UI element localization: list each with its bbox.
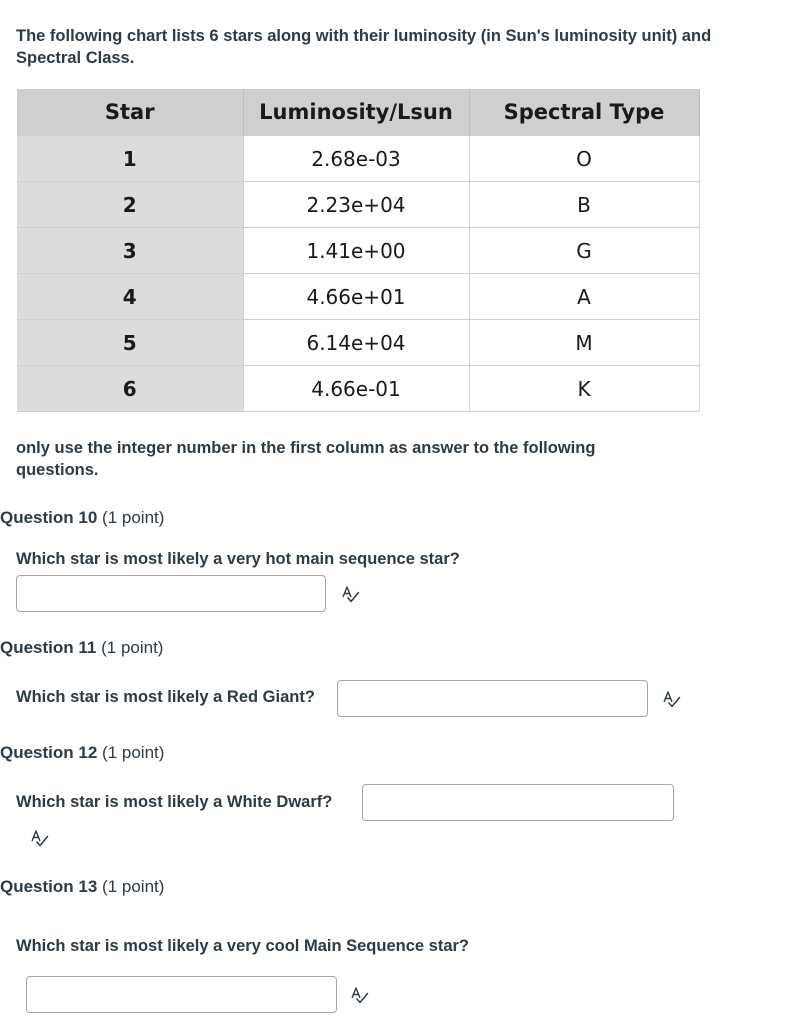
question-11-text: Which star is most likely a Red Giant?	[16, 688, 315, 706]
column-header-spectral-type: Spectral Type	[469, 89, 699, 136]
question-12-answer-input[interactable]	[362, 784, 674, 821]
column-header-luminosity: Luminosity/Lsun	[243, 89, 469, 136]
question-number: Question 10	[0, 508, 98, 527]
star-number-cell: 6	[17, 366, 243, 412]
intro-text: The following chart lists 6 stars along with their luminosity (in Sun's luminosity unit) and Spectral Class.	[16, 27, 712, 67]
question-13-answer-input[interactable]	[26, 976, 337, 1013]
question-13-text: Which star is most likely a very cool Main Sequence star?	[16, 937, 469, 955]
question-10-header	[0, 508, 164, 528]
question-points: (1 point)	[102, 877, 165, 896]
question-11-header	[0, 638, 163, 658]
star-number-cell: 5	[17, 320, 243, 366]
column-header-star: Star	[17, 89, 243, 136]
spectral-type-cell: K	[469, 366, 699, 412]
spellcheck-icon[interactable]	[662, 689, 682, 709]
spellcheck-icon[interactable]	[30, 828, 50, 848]
star-number-cell: 2	[17, 182, 243, 228]
table-row	[17, 274, 699, 320]
spectral-type-cell: M	[469, 320, 699, 366]
spectral-type-cell: G	[469, 228, 699, 274]
question-number: Question 13	[0, 877, 98, 896]
luminosity-cell: 2.68e-03	[243, 136, 469, 182]
table-header-row	[17, 89, 699, 136]
question-points: (1 point)	[102, 743, 165, 762]
table-row	[17, 320, 699, 366]
spellcheck-icon[interactable]	[350, 985, 370, 1005]
question-11-answer-input[interactable]	[337, 680, 648, 717]
luminosity-cell: 4.66e-01	[243, 366, 469, 412]
star-number-cell: 4	[17, 274, 243, 320]
spectral-type-cell: B	[469, 182, 699, 228]
spectral-type-cell: O	[469, 136, 699, 182]
question-number: Question 11	[0, 638, 97, 657]
table-row	[17, 366, 699, 412]
star-table	[17, 89, 700, 412]
question-points: (1 point)	[101, 638, 164, 657]
question-12-header	[0, 743, 164, 763]
luminosity-cell: 4.66e+01	[243, 274, 469, 320]
star-number-cell: 3	[17, 228, 243, 274]
question-points: (1 point)	[102, 508, 165, 527]
luminosity-cell: 6.14e+04	[243, 320, 469, 366]
spectral-type-cell: A	[469, 274, 699, 320]
question-13-header	[0, 877, 164, 897]
table-row	[17, 136, 699, 182]
spellcheck-icon[interactable]	[341, 584, 361, 604]
question-12-text: Which star is most likely a White Dwarf?	[16, 793, 333, 811]
question-10-text: Which star is most likely a very hot main sequence star?	[16, 550, 460, 568]
table-row	[17, 182, 699, 228]
star-number-cell: 1	[17, 136, 243, 182]
instructions-note: only use the integer number in the first column as answer to the following questions.	[16, 439, 596, 479]
luminosity-cell: 2.23e+04	[243, 182, 469, 228]
table-row	[17, 228, 699, 274]
luminosity-cell: 1.41e+00	[243, 228, 469, 274]
question-number: Question 12	[0, 743, 98, 762]
question-10-answer-input[interactable]	[16, 575, 326, 612]
